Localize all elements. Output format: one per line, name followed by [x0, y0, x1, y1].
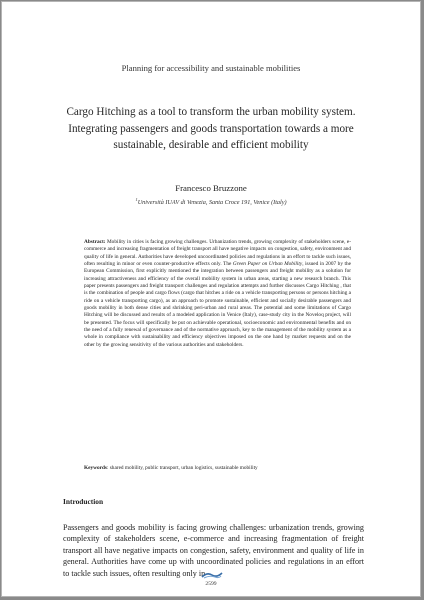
keywords-text: : shared mobility, public transport, urban logistics, sustainable mobility — [106, 465, 258, 471]
publisher-logo-icon — [201, 571, 223, 579]
author-name: Francesco Bruzzone — [175, 183, 247, 193]
abstract — [84, 239, 351, 349]
abstract-text-italic: Green Paper on Urban Mobility — [232, 261, 303, 268]
abstract-label: Abstract: — [84, 239, 106, 245]
affiliation-mark: 1 — [135, 197, 138, 202]
section-heading: Introduction — [63, 497, 104, 506]
running-header: Planning for accessibility and sustainable mobilities — [121, 63, 301, 73]
abstract-text-1: Mobility in cities is facing growing challenges. Urbanization trends, growing complexity of stakeholders scene, e-commerce and increasing fragmentation of freight transport all have negative impacts on congestion, safety, environment and quality of life in general. Authorities have developed uncoordinated policies and regulations in an effort to tackle such issues, often resulting in minor or even counter-productive effects only. The — [84, 239, 352, 268]
abstract-text-2: , issued in 2007 by the European Commission, first explicitly mentioned the integration between passengers and freight mobility as a solution for increasing attractiveness and efficiency of the overall mobility system in urban areas, starting a new research branch. This paper presents passengers and freight transport challenges and regulation attempts and further discusses Cargo Hitching , that is the combination of people and cargo flows (cargo that hitches a ride on a vehicle transporting persons or persons hitching a ride on a vehicle transporting cargo), as an approach to promote sustainable, efficient and socially desirable passengers and goods mobility in both dense cities and shrinking peri-urban and rural areas. The potential and some limitations of Cargo Hitching will be discussed and results of a modeled application in Venice (Italy), case-study city in the Noveloq project, will be presented. The focus will specifically be put on achievable operational, socioeconomic and environmental benefits and on the need of a fully renewal of governance and of the normative approach, key to the management of the mobility system as a whole in compliance with sustainability and efficiency objectives imposed on the one hand by market requests and on the other by the growing sensitivity of the various authorities and stakeholders. — [84, 261, 352, 348]
affiliation-text: Università IUAV di Venezia, Santa Croce 191, Venice (Italy) — [137, 199, 287, 207]
keywords-label: Keywords — [84, 465, 107, 471]
paper-page — [1, 1, 421, 597]
keywords — [84, 465, 351, 471]
page-number: 2599 — [205, 581, 217, 587]
author-affiliation — [2, 197, 420, 206]
paper-title: Cargo Hitching as a tool to transform the urban mobility system. Integrating passengers and goods transportation towards a more sustainable, desirable and efficient mobility — [66, 106, 356, 152]
body-paragraph: Passengers and goods mobility is facing growing challenges: urbanization trends, growing complexity of stakeholders scene, e-commerce and increasing fragmentation of freight transport all have negative impacts on congestion, safety, environment and quality of life in general. Authorities have come up with uncoordinated policies and regulations in an effort to tackle such issues, often resulting only in — [63, 523, 364, 578]
